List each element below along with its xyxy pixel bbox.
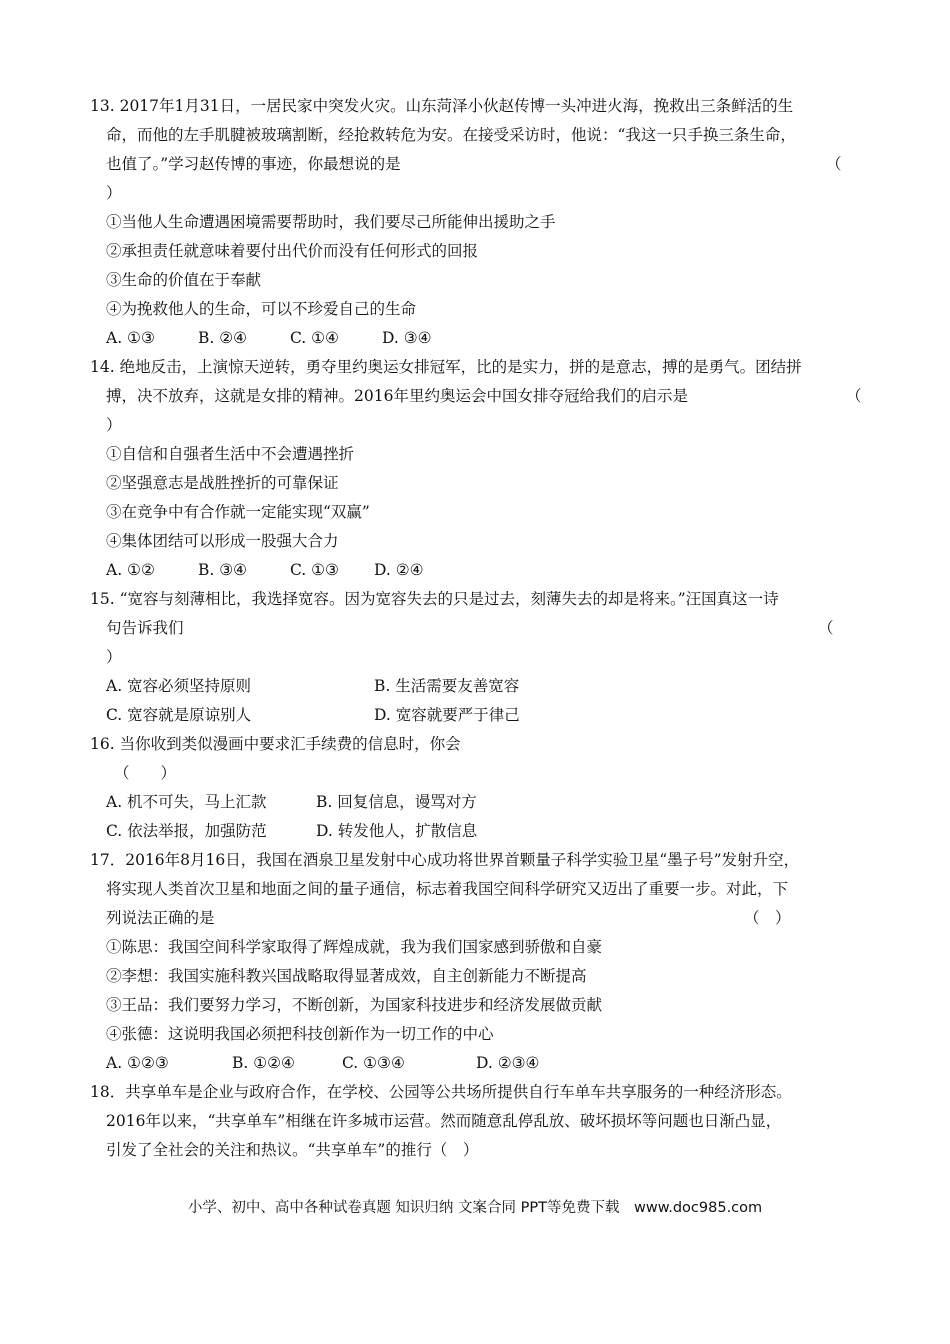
q14-paren-open: （ [846,387,862,405]
q13-line-2: 命，而他的左手肌腱被玻璃割断，经抢救转危为安。在接受采访时，他说：“我这一只手换三条生命， [106,126,796,144]
q16-option-a[interactable]: A. 机不可失，马上汇款 [106,793,267,811]
q14-paren-close: ） [106,416,122,434]
q18-line-3: 引发了全社会的关注和热议。“共享单车”的推行（ ） [106,1141,479,1159]
q13-option-a[interactable]: A. ①③ [106,329,155,347]
q17-paren: （ ） [744,909,791,927]
q13-item-1: ①当他人生命遭遇困境需要帮助时，我们要尽己所能伸出援助之手 [106,213,556,231]
q14-line-2: 搏，决不放弃，这就是女排的精神。2016年里约奥运会中国女排夺冠给我们的启示是 [106,387,688,405]
q13-item-2: ②承担责任就意味着要付出代价而没有任何形式的回报 [106,242,479,260]
q17-line-1: 17．2016年8月16日，我国在酒泉卫星发射中心成功将世界首颗量子科学实验卫星“墨子号”发射升空， [90,851,800,869]
q17-item-2: ②李想：我国实施科教兴国战略取得显著成效，自主创新能力不断提高 [106,967,587,985]
q17-item-4: ④张德：这说明我国必须把科技创新作为一切工作的中心 [106,1025,494,1043]
q17-option-c[interactable]: C. ①③④ [342,1054,405,1072]
q15-option-a[interactable]: A. 宽容必须坚持原则 [106,677,252,695]
q14-option-d[interactable]: D. ②④ [374,561,424,579]
q17-option-a[interactable]: A. ①②③ [106,1054,169,1072]
page-footer: 小学、初中、高中各种试卷真题 知识归纳 文案合同 PPT等免费下载 www.doc985.com [187,1200,763,1216]
q15-option-d[interactable]: D. 宽容就要严于律己 [374,706,520,724]
q15-line-1: 15. “宽容与刻薄相比，我选择宽容。因为宽容失去的只是过去，刻薄失去的却是将来。”汪国真这一诗 [90,590,779,608]
q17-item-3: ③王品：我们要努力学习，不断创新，为国家科技进步和经济发展做贡献 [106,996,603,1014]
q16-option-c[interactable]: C. 依法举报，加强防范 [106,822,267,840]
q13-option-c[interactable]: C. ①④ [290,329,339,347]
q14-item-4: ④集体团结可以形成一股强大合力 [106,532,339,550]
q16-line-1: 16. 当你收到类似漫画中要求汇手续费的信息时，你会 [90,735,461,753]
q16-option-d[interactable]: D. 转发他人，扩散信息 [316,822,478,840]
q16-option-b[interactable]: B. 回复信息，谩骂对方 [316,793,477,811]
q17-option-d[interactable]: D. ②③④ [476,1054,540,1072]
q17-option-b[interactable]: B. ①②④ [232,1054,295,1072]
q13-paren-close: ） [106,184,122,202]
q14-option-a[interactable]: A. ①② [106,561,155,579]
q13-option-b[interactable]: B. ②④ [198,329,248,347]
q14-item-3: ③在竞争中有合作就一定能实现“双赢” [106,503,370,521]
q18-line-1: 18．共享单车是企业与政府合作，在学校、公园等公共场所提供自行车单车共享服务的一种经济形态。 [90,1083,792,1101]
q13-option-d[interactable]: D. ③④ [382,329,432,347]
q15-paren-close: ） [106,648,122,666]
q14-item-1: ①自信和自强者生活中不会遭遇挫折 [106,445,355,463]
q13-line-3: 也值了。”学习赵传博的事迹，你最想说的是 [106,155,401,173]
q15-option-b[interactable]: B. 生活需要友善宽容 [374,677,520,695]
q17-line-2: 将实现人类首次卫星和地面之间的量子通信，标志着我国空间科学研究又迈出了重要一步。对此，下 [106,880,789,898]
q17-item-1: ①陈思：我国空间科学家取得了辉煌成就，我为我们国家感到骄傲和自豪 [106,938,603,956]
q13-line-1: 13. 2017年1月31日，一居民家中突发火灾。山东菏泽小伙赵传博一头冲进火海，挽救出三条鲜活的生 [90,97,794,115]
q14-option-c[interactable]: C. ①③ [290,561,339,579]
q14-option-b[interactable]: B. ③④ [198,561,248,579]
q15-option-c[interactable]: C. 宽容就是原谅别人 [106,706,252,724]
q15-line-2: 句告诉我们 [106,619,184,637]
q13-item-3: ③生命的价值在于奉献 [106,271,262,289]
q13-item-4: ④为挽救他人的生命，可以不珍爱自己的生命 [106,300,417,318]
q17-line-3: 列说法正确的是 [106,909,215,927]
q13-paren-open: （ [826,155,842,173]
q18-line-2: 2016年以来，“共享单车”相继在许多城市运营。然而随意乱停乱放、破坏损坏等问题也日渐凸显， [106,1112,782,1130]
q15-paren-open: （ [818,619,834,637]
q14-item-2: ②坚强意志是战胜挫折的可靠保证 [106,474,339,492]
q16-paren: （ ） [114,764,177,782]
q14-line-1: 14. 绝地反击，上演惊天逆转，勇夺里约奥运女排冠军，比的是实力，拼的是意志，搏的是勇气。团结拼 [90,358,802,376]
